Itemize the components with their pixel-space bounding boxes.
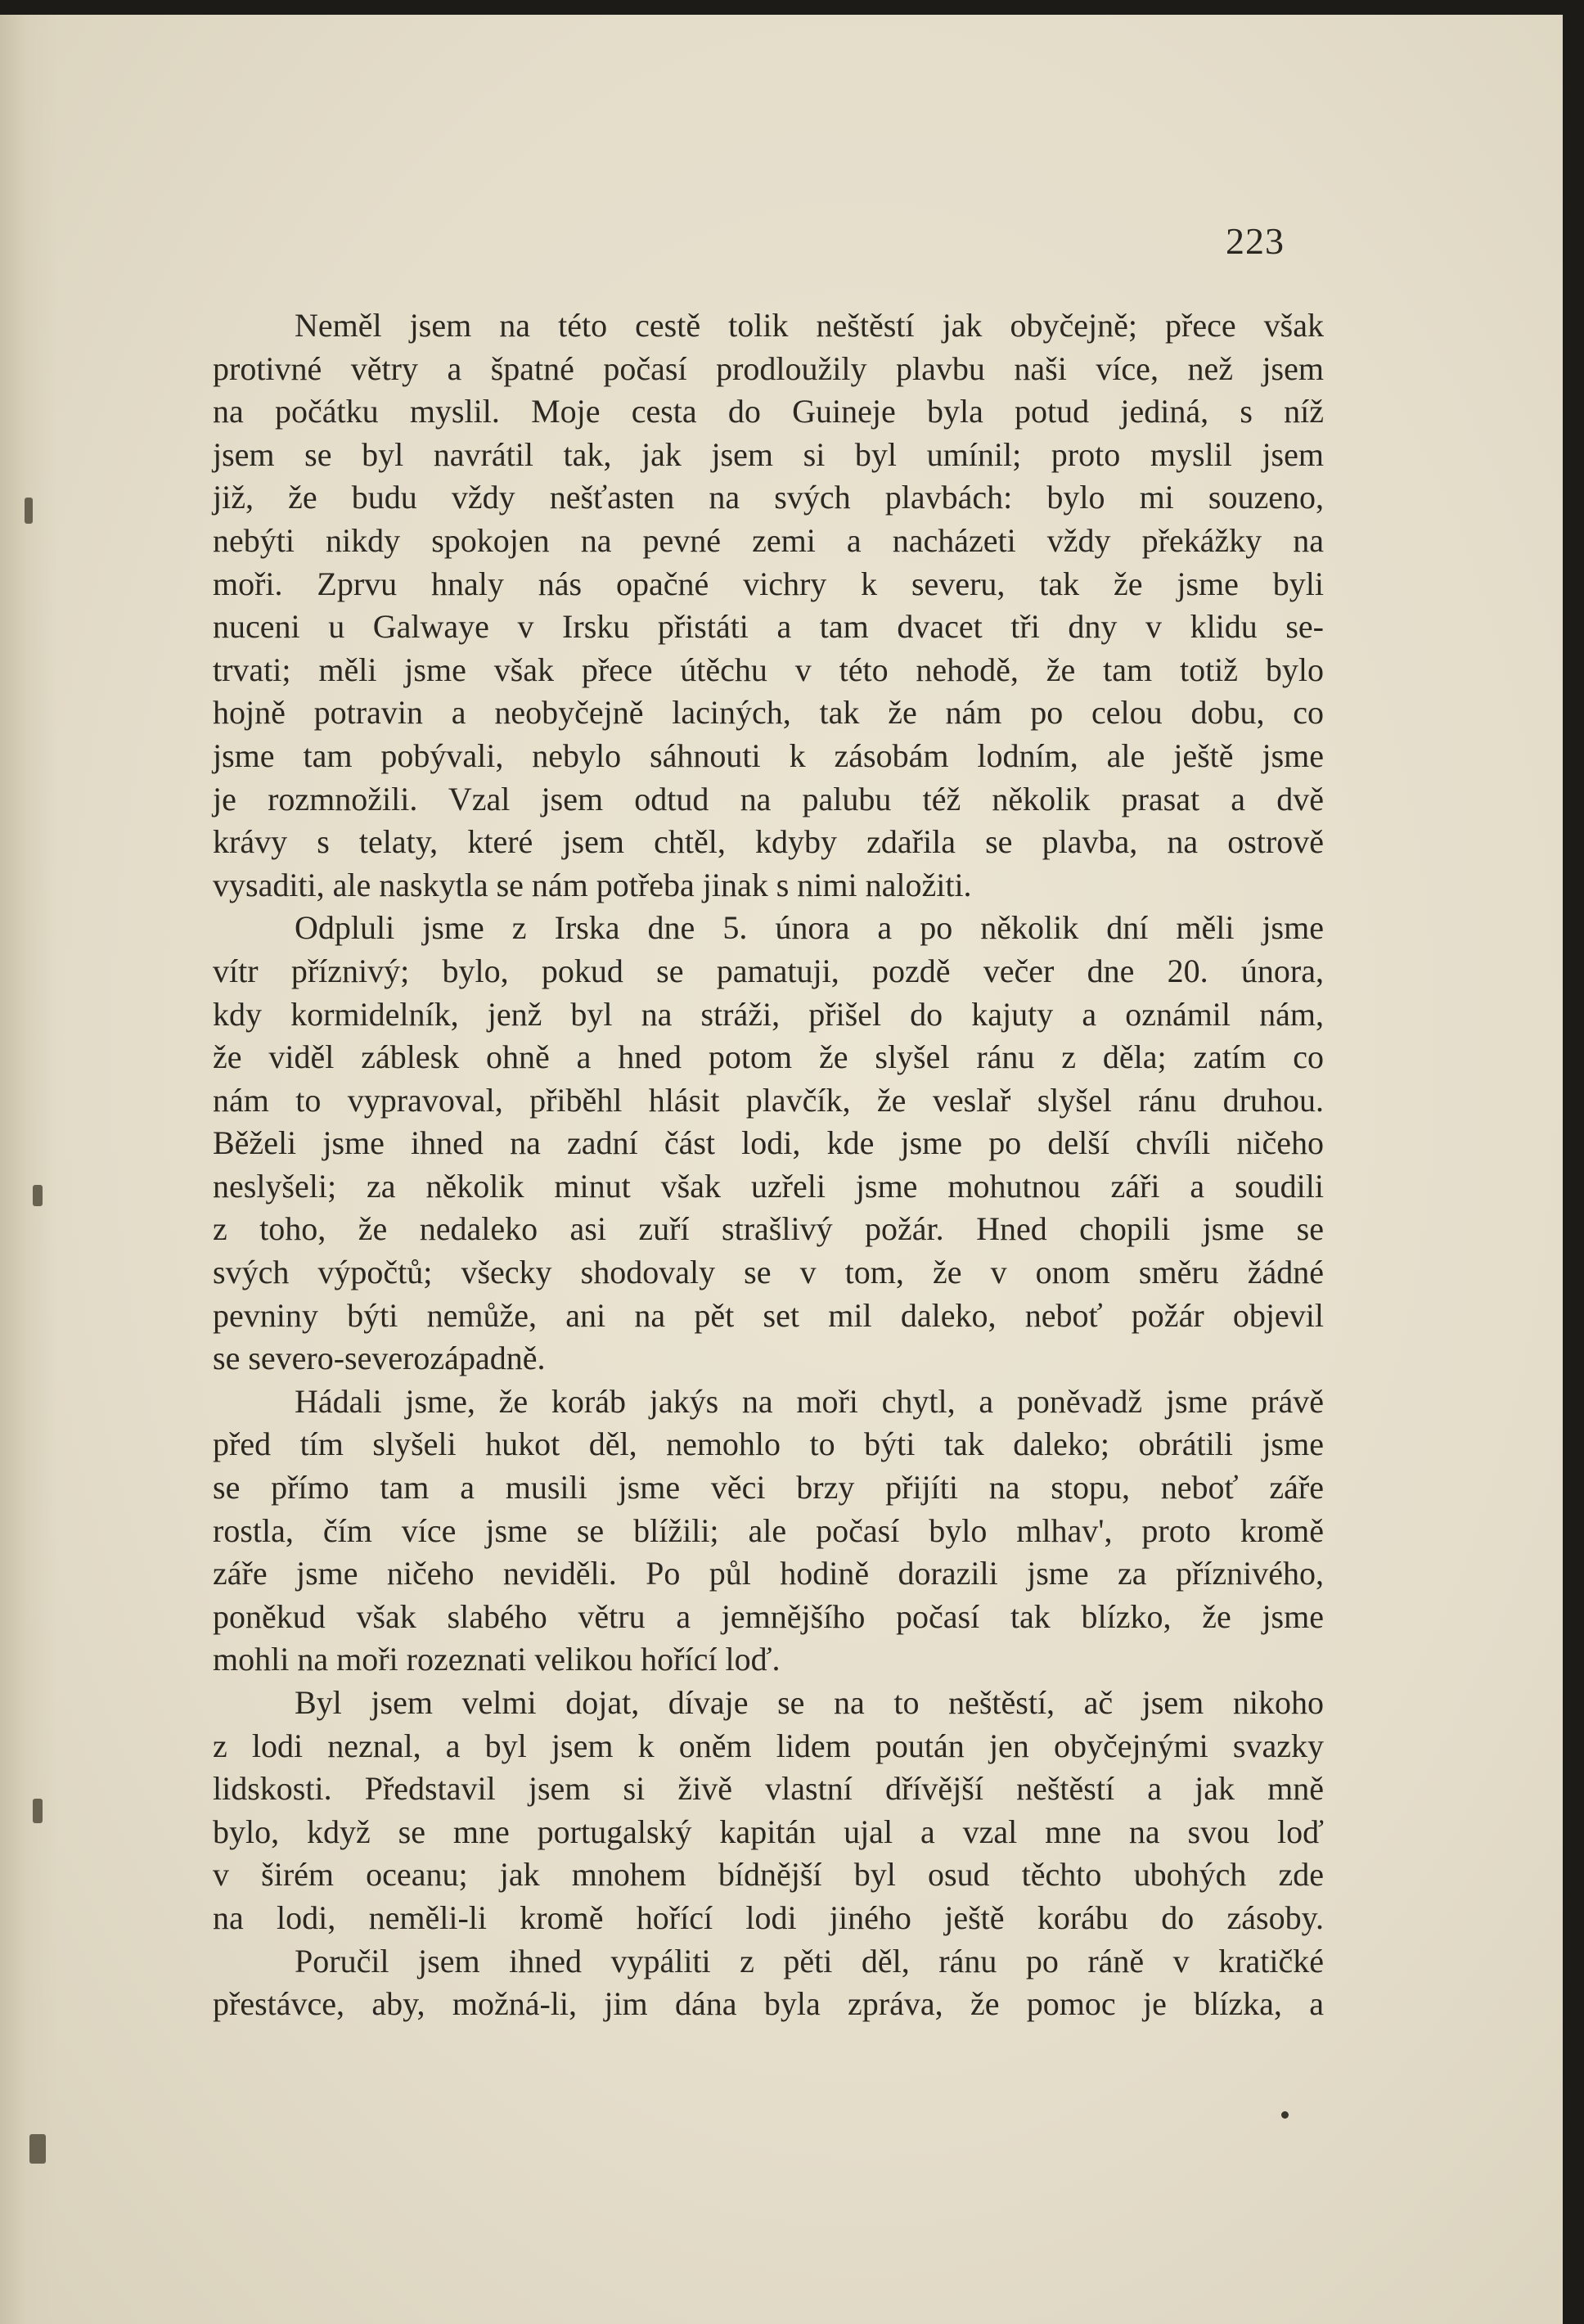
paragraph-4 xyxy=(213,1682,1324,1940)
text-line: mohli na moři rozeznati velikou hořící loď. xyxy=(213,1641,781,1678)
text-line: pevniny býti nemůže, ani na pět set mil daleko, neboť požár objevil xyxy=(213,1296,1324,1334)
text-line: krávy s telaty, které jsem chtěl, kdyby zdařila se plavba, na ostrově xyxy=(213,823,1324,861)
text-line: se severo-severozápadně. xyxy=(213,1340,546,1377)
text-line: se přímo tam a musili jsme věci brzy přijíti na stopu, neboť záře xyxy=(213,1469,1324,1507)
text-line: již, že budu vždy nešťasten na svých plavbách: bylo mi souzeno, xyxy=(213,479,1324,516)
text-line: z toho, že nedaleko asi zuří strašlivý požár. Hned chopili jsme se xyxy=(213,1210,1324,1248)
edge-mark xyxy=(29,2134,46,2164)
edge-mark xyxy=(33,1185,43,1206)
text-line: kdy kormidelník, jenž byl na stráži, přišel do kajuty a oznámil nám, xyxy=(213,995,1324,1033)
text-line: hojně potravin a neobyčejně laciných, tak že nám po celou dobu, co xyxy=(213,694,1324,732)
paragraph-2 xyxy=(213,907,1324,1380)
edge-mark xyxy=(25,498,33,524)
paragraph-3 xyxy=(213,1380,1324,1682)
text-line: Byl jsem velmi dojat, dívaje se na to neštěstí, ač jsem nikoho xyxy=(295,1684,1324,1721)
text-line: protivné větry a špatné počasí prodloužily plavbu naši více, než jsem xyxy=(213,349,1324,387)
text-line: vítr příznivý; bylo, pokud se pamatuji, pozdě večer dne 20. února, xyxy=(213,952,1324,989)
text-line: lidskosti. Představil jsem si živě vlastní dřívější neštěstí a jak mně xyxy=(213,1770,1324,1808)
text-line: je rozmnožili. Vzal jsem odtud na palubu též několik prasat a dvě xyxy=(213,780,1324,817)
text-line: Neměl jsem na této cestě tolik neštěstí jak obyčejně; přece však xyxy=(295,307,1324,344)
text-line: jsme tam pobývali, nebylo sáhnouti k zásobám lodním, ale ještě jsme xyxy=(213,736,1324,774)
text-line: Poručil jsem ihned vypáliti z pěti děl, ránu po ráně v kratičké xyxy=(295,1942,1324,1979)
paragraph-1 xyxy=(213,304,1324,907)
ink-dot xyxy=(1281,2111,1289,2119)
text-line: v širém oceanu; jak mnohem bídnější byl osud těchto ubohých zde xyxy=(213,1856,1324,1894)
text-line: Odpluli jsme z Irska dne 5. února a po několik dní měli jsme xyxy=(295,909,1324,947)
page-gutter-shadow xyxy=(0,15,57,2324)
text-line: záře jsme ničeho neviděli. Po půl hodině dorazili jsme za příznivého, xyxy=(213,1555,1324,1592)
text-line: Běželi jsme ihned na zadní část lodi, kde jsme po delší chvíli ničeho xyxy=(213,1124,1324,1162)
edge-mark xyxy=(33,1799,43,1823)
text-line: neslyšeli; za několik minut však uzřeli jsme mohutnou záři a soudili xyxy=(213,1167,1324,1205)
text-line: poněkud však slabého větru a jemnějšího počasí tak blízko, že jsme xyxy=(213,1597,1324,1635)
page-number: 223 xyxy=(1226,220,1285,262)
text-line: moři. Zprvu hnaly nás opačné vichry k severu, tak že jsme byli xyxy=(213,565,1324,602)
text-line: jsem se byl navrátil tak, jak jsem si byl umínil; proto myslil jsem xyxy=(213,435,1324,473)
text-line: na lodi, neměli-li kromě hořící lodi jiného ještě korábu do zásoby. xyxy=(213,1898,1324,1936)
text-line: Hádali jsme, že koráb jakýs na moři chytl, a poněvadž jsme právě xyxy=(295,1382,1324,1420)
text-line: nuceni u Galwaye v Irsku přistáti a tam dvacet tři dny v klidu se- xyxy=(213,608,1324,646)
text-line: svých výpočtů; všecky shodovaly se v tom, že v onom směru žádné xyxy=(213,1254,1324,1291)
text-line: trvati; měli jsme však přece útěchu v této nehodě, že tam totiž bylo xyxy=(213,651,1324,688)
text-line: před tím slyšeli hukot děl, nemohlo to býti tak daleko; obrátili jsme xyxy=(213,1425,1324,1463)
text-line: že viděl záblesk ohně a hned potom že slyšel ránu z děla; zatím co xyxy=(213,1038,1324,1076)
text-line: z lodi neznal, a byl jsem k oněm lidem poután jen obyčejnými svazky xyxy=(213,1727,1324,1764)
book-page xyxy=(0,15,1563,2324)
text-line: nám to vypravoval, přiběhl hlásit plavčík, že veslař slyšel ránu druhou. xyxy=(213,1081,1324,1119)
text-line: nebýti nikdy spokojen na pevné zemi a nacházeti vždy překážky na xyxy=(213,521,1324,559)
paragraph-5 xyxy=(213,1940,1324,2026)
text-line: bylo, když se mne portugalský kapitán ujal a vzal mne na svou loď xyxy=(213,1813,1324,1850)
body-text xyxy=(213,304,1324,2026)
text-line: přestávce, aby, možná-li, jim dána byla zpráva, že pomoc je blízka, a xyxy=(213,1985,1324,2023)
text-line: vysaditi, ale naskytla se nám potřeba jinak s nimi naložiti. xyxy=(213,866,972,903)
text-line: na počátku myslil. Moje cesta do Guineje byla potud jediná, s níž xyxy=(213,393,1324,430)
text-line: rostla, čím více jsme se blížili; ale počasí bylo mlhav', proto kromě xyxy=(213,1511,1324,1549)
